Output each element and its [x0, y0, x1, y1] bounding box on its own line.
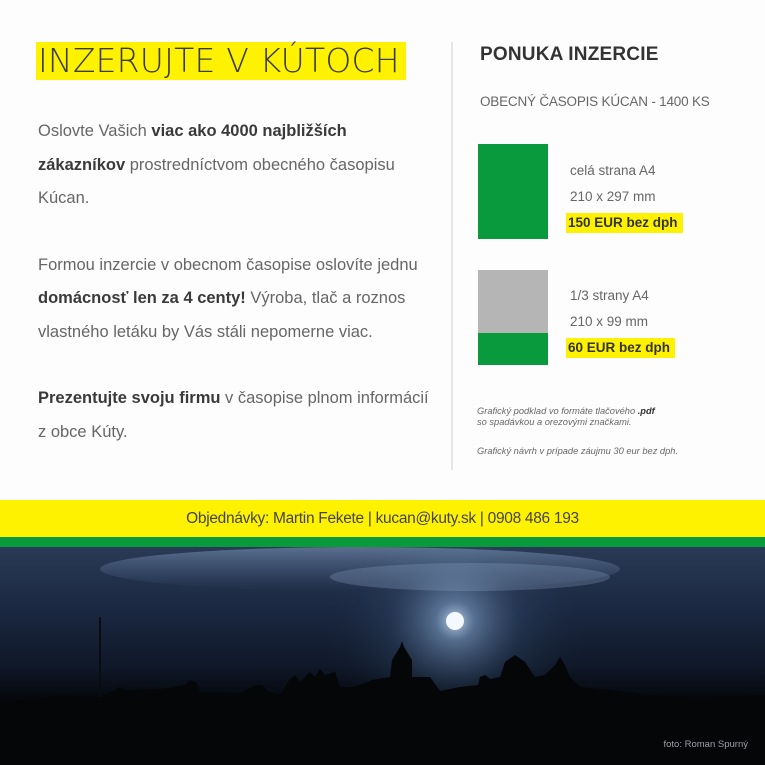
intro-paragraph-3	[38, 382, 438, 449]
offer-item-size: 210 x 297 mm	[570, 189, 656, 204]
text: Formou inzercie v obecnom časopise oslovíte jednu	[38, 255, 418, 274]
format-note	[477, 406, 655, 428]
contact-banner: Objednávky: Martin Fekete | kucan@kuty.sk | 0908 486 193	[0, 500, 765, 537]
offer-item-name: 1/3 strany A4	[570, 288, 649, 303]
text: Výroba, tlač a roznos vlastného letáku by Vás stáli nepomerne viac.	[38, 289, 406, 341]
offer-title: PONUKA INZERCIE	[480, 44, 659, 65]
third-page-fill	[478, 333, 548, 365]
full-page-ad-icon	[478, 144, 548, 239]
text: v časopise plnom informácií z obce Kúty.	[38, 389, 429, 441]
text: so spadávkou a orezovými značkami.	[477, 417, 632, 427]
highlight-text: domácnosť len za 4 centy!	[38, 289, 246, 307]
column-divider	[451, 42, 453, 470]
highlight-text: viac ako 4000 najbližších zákazníkov	[38, 122, 347, 174]
intro-text	[38, 115, 438, 482]
offer-item-third-page	[570, 283, 675, 361]
offer-item-full-page	[570, 158, 683, 236]
highlight-text: .pdf	[637, 406, 655, 416]
highlight-text: Prezentujte svoju firmu	[38, 389, 221, 407]
night-photo	[0, 547, 765, 765]
moon-silhouette-illustration	[0, 547, 765, 765]
intro-paragraph-2	[38, 249, 438, 350]
offer-item-price: 60 EUR bez dph	[566, 338, 675, 358]
headline: INZERUJTE V KÚTOCH	[36, 42, 406, 80]
green-stripe	[0, 537, 765, 547]
text: prostredníctvom obecného časopisu Kúcan.	[38, 155, 395, 207]
third-page-ad-icon	[478, 270, 548, 365]
text: Grafický podklad vo formáte tlačového	[477, 406, 638, 416]
text: Oslovte Vašich	[38, 122, 152, 140]
design-note: Grafický návrh v prípade záujmu 30 eur bez dph.	[477, 446, 679, 456]
photo-credit: foto: Roman Spurný	[663, 739, 748, 750]
intro-paragraph-1	[38, 115, 438, 216]
offer-item-name: celá strana A4	[570, 163, 656, 178]
offer-item-size: 210 x 99 mm	[570, 314, 649, 329]
offer-subtitle: OBECNÝ ČASOPIS KÚCAN - 1400 KS	[480, 94, 710, 109]
offer-item-price: 150 EUR bez dph	[566, 213, 683, 233]
